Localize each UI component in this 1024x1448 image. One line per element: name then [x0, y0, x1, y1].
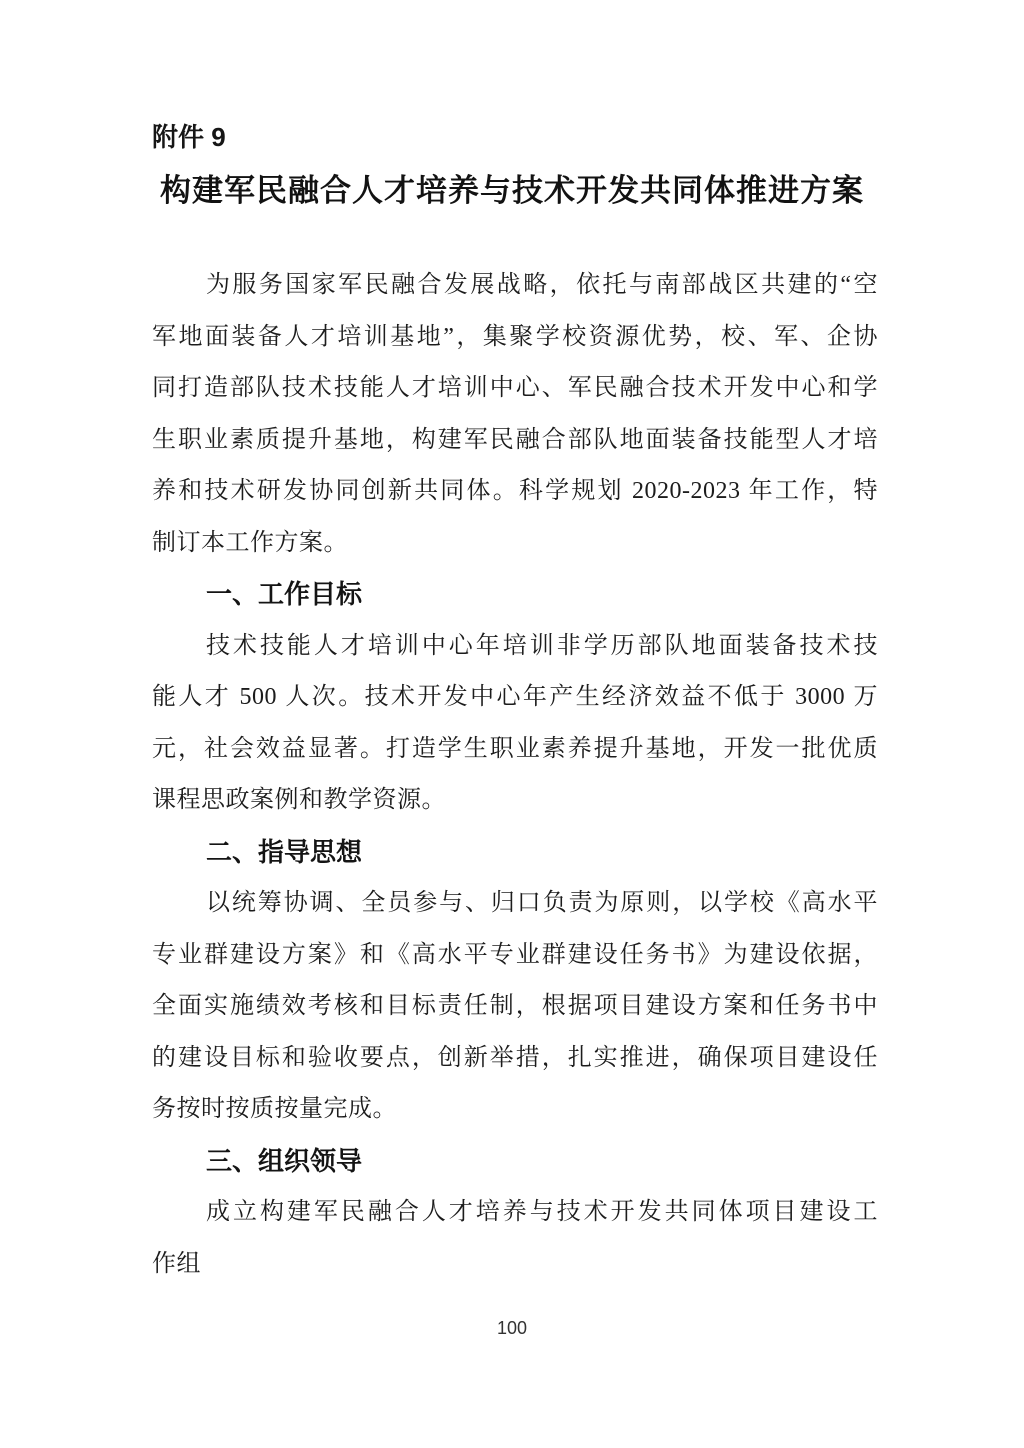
body-line: 制订本工作方案。 [152, 529, 348, 556]
body-line: 军地面装备人才培训基地”，集聚学校资源优势，校、军、企协 [152, 323, 878, 350]
document-body [152, 260, 878, 1290]
attachment-label: 附件 9 [152, 122, 226, 152]
section-heading-work-goals: 一、工作目标 [206, 579, 363, 609]
body-line: 成立构建军民融合人才培养与技术开发共同体项目建设工 [206, 1199, 878, 1225]
body-line: 技术技能人才培训中心年培训非学历部队地面装备技术技 [206, 632, 878, 659]
body-line: 课程思政案例和教学资源。 [152, 787, 446, 813]
body-line: 元，社会效益显著。打造学生职业素养提升基地，开发一批优质 [152, 735, 878, 762]
body-line: 作组 [152, 1250, 201, 1277]
document-title: 构建军民融合人才培养与技术开发共同体推进方案 [160, 173, 864, 208]
body-line: 生职业素质提升基地，构建军民融合部队地面装备技能型人才培 [152, 426, 878, 453]
body-line: 专业群建设方案》和《高水平专业群建设任务书》为建设依据， [152, 941, 878, 968]
paragraph [152, 1187, 878, 1290]
section-heading-guiding-ideology: 二、指导思想 [206, 836, 363, 867]
body-line: 能人才 500 人次。技术开发中心年产生经济效益不低于 3000 万 [152, 684, 878, 710]
paragraph [152, 878, 878, 1136]
body-line: 务按时按质按量完成。 [152, 1096, 397, 1122]
body-line: 养和技术研发协同创新共同体。科学规划 2020-2023 年工作，特 [152, 478, 878, 504]
section-heading-organization-leadership: 三、组织领导 [206, 1145, 363, 1176]
body-line: 为服务国家军民融合发展战略，依托与南部战区共建的“空 [206, 272, 878, 298]
body-line: 全面实施绩效考核和目标责任制，根据项目建设方案和任务书中 [152, 993, 878, 1019]
paragraph [152, 260, 878, 569]
paragraph [152, 621, 878, 827]
body-line: 的建设目标和验收要点，创新举措，扎实推进，确保项目建设任 [152, 1044, 878, 1071]
body-line: 以统筹协调、全员参与、归口负责为原则，以学校《高水平 [206, 890, 878, 916]
page-number: 100 [496, 1318, 528, 1338]
body-line: 同打造部队技术技能人才培训中心、军民融合技术开发中心和学 [152, 375, 878, 401]
